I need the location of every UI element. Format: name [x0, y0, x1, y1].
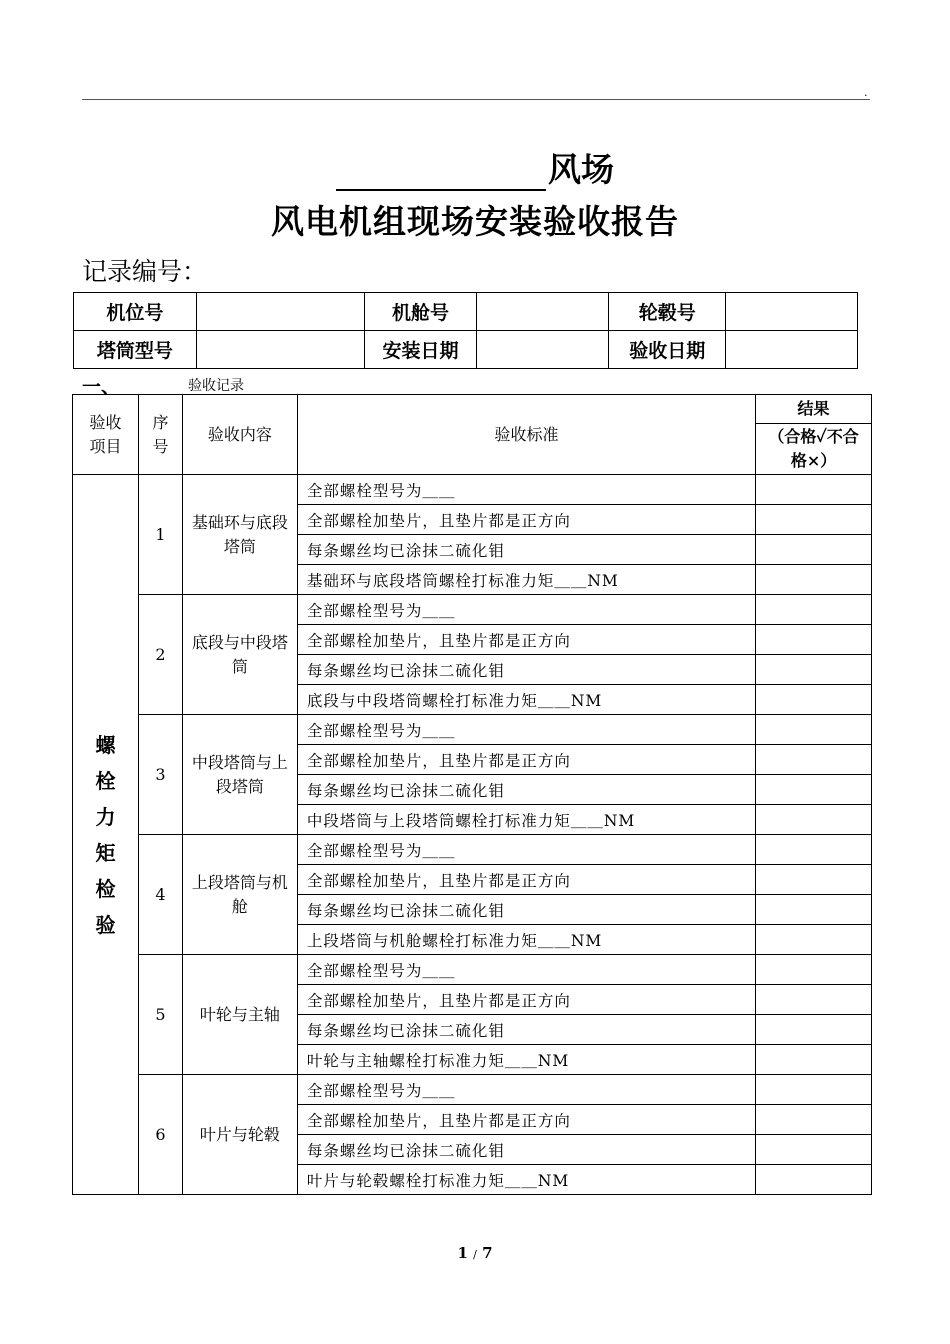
title-line-1	[0, 144, 950, 191]
standard-cell: 全部螺栓型号为＿＿	[297, 955, 755, 985]
standard-cell: 每条螺丝均已涂抹二硫化钼	[297, 1135, 755, 1165]
header-seq: 序号	[138, 395, 182, 475]
header-result: 结果	[756, 395, 872, 424]
result-cell[interactable]	[756, 715, 872, 745]
seq-cell: 4	[138, 835, 182, 955]
standard-cell: 上段塔筒与机舱螺栓打标准力矩＿＿NM	[297, 925, 755, 955]
field-turbine-position[interactable]	[196, 293, 364, 331]
result-cell[interactable]	[756, 895, 872, 925]
info-row	[74, 293, 858, 331]
page-total: 7	[482, 1244, 493, 1262]
label-acceptance-date: 验收日期	[609, 331, 726, 369]
standard-cell: 全部螺栓加垫片，且垫片都是正方向	[297, 1105, 755, 1135]
page-current: 1	[457, 1244, 468, 1262]
record-number-label: 记录编号：	[82, 257, 208, 286]
content-cell: 底段与中段塔筒	[182, 595, 297, 715]
header-item: 验收项目	[73, 395, 139, 475]
table-row	[73, 1075, 872, 1105]
result-cell[interactable]	[756, 1075, 872, 1105]
title-line-2: 风电机组现场安装验收报告	[271, 202, 679, 241]
standard-cell: 全部螺栓加垫片，且垫片都是正方向	[297, 865, 755, 895]
result-cell[interactable]	[756, 745, 872, 775]
section-number: 一、	[82, 376, 121, 398]
category-cell: 螺栓力矩检验	[73, 475, 139, 1195]
standard-cell: 每条螺丝均已涂抹二硫化钼	[297, 895, 755, 925]
seq-cell: 3	[138, 715, 182, 835]
header-row	[73, 395, 872, 424]
wind-farm-name-blank[interactable]	[336, 157, 546, 191]
standard-cell: 底段与中段塔筒螺栓打标准力矩＿＿NM	[297, 685, 755, 715]
result-cell[interactable]	[756, 1045, 872, 1075]
groups-body	[73, 475, 872, 1195]
result-cell[interactable]	[756, 1015, 872, 1045]
seq-cell: 2	[138, 595, 182, 715]
result-cell[interactable]	[756, 475, 872, 505]
table-row	[73, 595, 872, 625]
page-separator: /	[473, 1248, 477, 1261]
result-cell[interactable]	[756, 535, 872, 565]
standard-cell: 每条螺丝均已涂抹二硫化钼	[297, 655, 755, 685]
standard-cell: 全部螺栓加垫片，且垫片都是正方向	[297, 745, 755, 775]
standard-cell: 每条螺丝均已涂抹二硫化钼	[297, 535, 755, 565]
field-tower-model[interactable]	[196, 331, 364, 369]
result-cell[interactable]	[756, 835, 872, 865]
standard-cell: 每条螺丝均已涂抹二硫化钼	[297, 775, 755, 805]
result-cell[interactable]	[756, 775, 872, 805]
result-cell[interactable]	[756, 805, 872, 835]
result-cell[interactable]	[756, 985, 872, 1015]
table-row	[73, 955, 872, 985]
standard-cell: 每条螺丝均已涂抹二硫化钼	[297, 1015, 755, 1045]
result-cell[interactable]	[756, 505, 872, 535]
content-cell: 上段塔筒与机舱	[182, 835, 297, 955]
table-row	[73, 835, 872, 865]
field-install-date[interactable]	[477, 331, 609, 369]
standard-cell: 叶轮与主轴螺栓打标准力矩＿＿NM	[297, 1045, 755, 1075]
standard-cell: 中段塔筒与上段塔筒螺栓打标准力矩＿＿NM	[297, 805, 755, 835]
label-hub-no: 轮毂号	[609, 293, 726, 331]
header-dot: .	[864, 86, 868, 99]
standard-cell: 全部螺栓型号为＿＿	[297, 715, 755, 745]
title-wind-farm: 风场	[548, 150, 614, 189]
result-cell[interactable]	[756, 655, 872, 685]
standard-cell: 全部螺栓型号为＿＿	[297, 1075, 755, 1105]
result-cell[interactable]	[756, 925, 872, 955]
result-cell[interactable]	[756, 595, 872, 625]
standard-cell: 全部螺栓加垫片，且垫片都是正方向	[297, 985, 755, 1015]
header-content: 验收内容	[182, 395, 297, 475]
result-cell[interactable]	[756, 865, 872, 895]
result-cell[interactable]	[756, 1135, 872, 1165]
acceptance-table	[72, 394, 872, 1195]
page-number	[0, 1244, 950, 1262]
seq-cell: 1	[138, 475, 182, 595]
content-cell: 叶片与轮毂	[182, 1075, 297, 1195]
standard-cell: 全部螺栓型号为＿＿	[297, 835, 755, 865]
result-cell[interactable]	[756, 565, 872, 595]
result-cell[interactable]	[756, 1165, 872, 1195]
standard-cell: 全部螺栓加垫片，且垫片都是正方向	[297, 625, 755, 655]
table-row	[73, 715, 872, 745]
label-turbine-position: 机位号	[74, 293, 197, 331]
section-title: 验收记录	[188, 378, 244, 394]
header-result-legend: （合格✓不合格×）	[756, 424, 872, 475]
seq-cell: 5	[138, 955, 182, 1075]
header-standard: 验收标准	[297, 395, 755, 475]
field-hub-no[interactable]	[726, 293, 858, 331]
standard-cell: 全部螺栓型号为＿＿	[297, 475, 755, 505]
label-nacelle-no: 机舱号	[364, 293, 477, 331]
result-cell[interactable]	[756, 1105, 872, 1135]
result-cell[interactable]	[756, 625, 872, 655]
info-table	[73, 292, 858, 369]
table-row	[73, 475, 872, 505]
standard-cell: 叶片与轮毂螺栓打标准力矩＿＿NM	[297, 1165, 755, 1195]
seq-cell: 6	[138, 1075, 182, 1195]
label-tower-model: 塔筒型号	[74, 331, 197, 369]
info-row	[74, 331, 858, 369]
header-rule	[82, 99, 870, 100]
label-install-date: 安装日期	[364, 331, 477, 369]
field-nacelle-no[interactable]	[477, 293, 609, 331]
result-cell[interactable]	[756, 685, 872, 715]
content-cell: 基础环与底段塔筒	[182, 475, 297, 595]
content-cell: 中段塔筒与上段塔筒	[182, 715, 297, 835]
field-acceptance-date[interactable]	[726, 331, 858, 369]
standard-cell: 全部螺栓加垫片，且垫片都是正方向	[297, 505, 755, 535]
standard-cell: 基础环与底段塔筒螺栓打标准力矩＿＿NM	[297, 565, 755, 595]
result-cell[interactable]	[756, 955, 872, 985]
standard-cell: 全部螺栓型号为＿＿	[297, 595, 755, 625]
content-cell: 叶轮与主轴	[182, 955, 297, 1075]
